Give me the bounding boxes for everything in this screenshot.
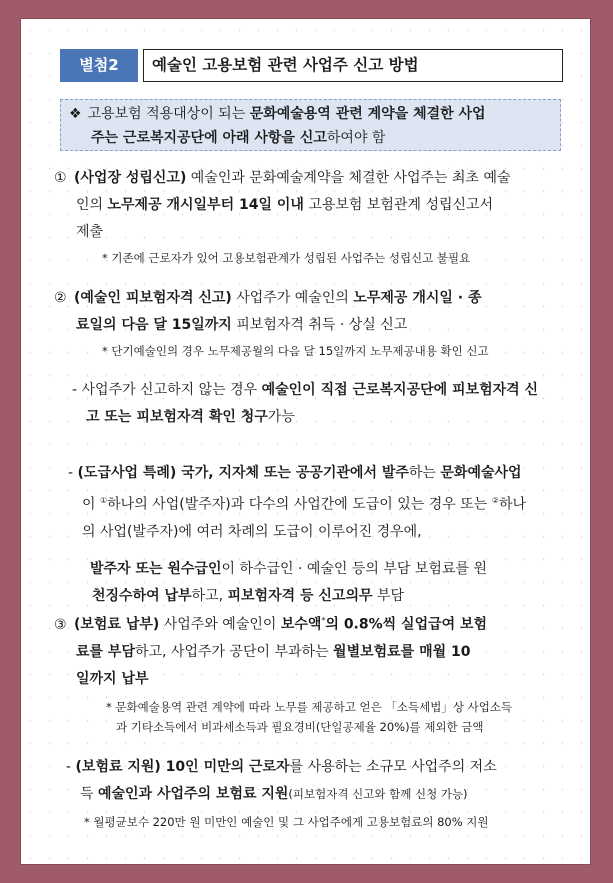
item-premium-payment: ③ (보험료 납부) 사업주와 예술인이 보수액*의 0.8%씩 실업급여 보험 료를 부담하고, 사업주가 공단이 부과하는 월별보험료를 매월 10 일까지 납부 * 문화예술용역 관련 계약에 따라 노무를 제공하고 얻은 「소득세법」상 사업소득 과 기타소득에서 비과세소득과 필요경비(단일공제율 20%)를 제외한 금액: [54, 616, 513, 734]
subcontract-exception: - (도급사업 특례) 국가, 지자체 또는 공공기관에서 발주하는 문화예술사업 이 ①하나의 사업(발주자)과 다수의 사업간에 도급이 있는 경우 또는 ②하나 의 사업(발주자)에 여러 차례의 도급이 이루어진 경우에, 발주자 또는 원수급인이 하수급인 · 예술인 등의 부담 보험료를 원 천징수하여 납부하고, 피보험자격 등 신고의무 부담: [68, 465, 527, 604]
diamond-bullet-icon: ❖: [69, 106, 82, 122]
premium-support: - (보험료 지원) 10인 미만의 근로자를 사용하는 소규모 사업주의 저소 득 예술인과 사업주의 보험료 지원(피보험자격 신고와 함께 신청 가능) * 월평균보수 220만 원 미만인 예술인 및 그 사업주에게 고용보험료의 80% 지원: [66, 759, 497, 829]
page-title: 예술인 고용보험 관련 사업주 신고 방법: [143, 49, 563, 82]
summary-note: ❖ 고용보험 적용대상이 되는 문화예술용역 관련 계약을 체결한 사업 주는 근로복지공단에 아래 사항을 신고하여야 함: [60, 99, 561, 151]
document-page: [20, 18, 591, 865]
attachment-badge: 별첨2: [60, 49, 138, 82]
item-business-registration: ① (사업장 성립신고) 예술인과 문화예술계약을 체결한 사업주는 최초 예술 인의 노무제공 개시일부터 14일 이내 고용보험 보험관계 성립신고서 제출 * 기존에 근로자가 있어 고용보험관계가 성립된 사업주는 성립신고 불필요: [54, 170, 511, 265]
self-report-note: - 사업주가 신고하지 않는 경우 예술인이 직접 근로복지공단에 피보험자격 신 고 또는 피보험자격 확인 청구가능: [72, 382, 539, 425]
item-insured-status-report: ② (예술인 피보험자격 신고) 사업주가 예술인의 노무제공 개시일 · 종 료일의 다음 달 15일까지 피보험자격 취득 · 상실 신고 * 단기예술인의 경우 노무제공월의 다음 달 15일까지 노무제공내용 확인 신고: [54, 290, 489, 358]
